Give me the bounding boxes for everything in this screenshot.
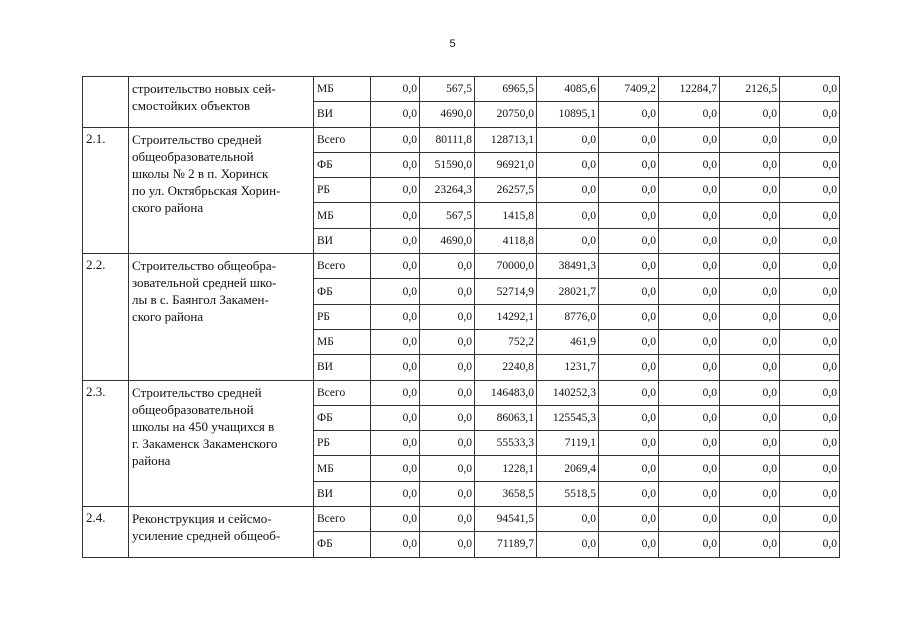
item-name-line: ского района xyxy=(132,199,204,215)
amount-cell: 4690,0 xyxy=(420,228,475,253)
amount-cell: 128713,1 xyxy=(475,127,537,152)
amount-cell: 0,0 xyxy=(720,405,780,430)
amount-cell: 0,0 xyxy=(371,431,420,456)
amount-cell: 0,0 xyxy=(780,329,840,354)
financing-table xyxy=(82,76,840,558)
amount-cell: 0,0 xyxy=(599,405,659,430)
funding-source: МБ xyxy=(314,329,371,354)
amount-cell: 0,0 xyxy=(659,254,720,279)
amount-cell: 0,0 xyxy=(371,329,420,354)
amount-cell: 0,0 xyxy=(780,532,840,557)
amount-cell: 0,0 xyxy=(371,254,420,279)
amount-cell: 0,0 xyxy=(720,532,780,557)
item-name-line: лы в с. Баянгол Закамен- xyxy=(132,292,269,308)
amount-cell: 0,0 xyxy=(659,532,720,557)
amount-cell: 0,0 xyxy=(371,228,420,253)
amount-cell: 0,0 xyxy=(537,178,599,203)
amount-cell: 0,0 xyxy=(720,507,780,532)
amount-cell: 0,0 xyxy=(371,304,420,329)
amount-cell: 6965,5 xyxy=(475,77,537,102)
amount-cell: 0,0 xyxy=(780,304,840,329)
amount-cell: 2126,5 xyxy=(720,77,780,102)
amount-cell: 0,0 xyxy=(599,532,659,557)
amount-cell: 3658,5 xyxy=(475,481,537,506)
amount-cell: 52714,9 xyxy=(475,279,537,304)
amount-cell: 7409,2 xyxy=(599,77,659,102)
funding-source: ВИ xyxy=(314,228,371,253)
amount-cell: 0,0 xyxy=(720,456,780,481)
funding-source: РБ xyxy=(314,304,371,329)
amount-cell: 0,0 xyxy=(659,127,720,152)
amount-cell: 2240,8 xyxy=(475,355,537,380)
amount-cell: 2069,4 xyxy=(537,456,599,481)
item-name xyxy=(129,77,314,128)
table-row xyxy=(83,507,840,532)
amount-cell: 0,0 xyxy=(599,329,659,354)
item-name-line: г. Закаменск Закаменского xyxy=(132,435,278,451)
item-index: 2.3. xyxy=(83,380,129,506)
amount-cell: 20750,0 xyxy=(475,102,537,127)
amount-cell: 0,0 xyxy=(720,380,780,405)
amount-cell: 14292,1 xyxy=(475,304,537,329)
amount-cell: 0,0 xyxy=(599,481,659,506)
amount-cell: 0,0 xyxy=(420,431,475,456)
item-name-line: школы № 2 в п. Хоринск xyxy=(132,165,269,181)
amount-cell: 0,0 xyxy=(780,431,840,456)
amount-cell: 4118,8 xyxy=(475,228,537,253)
amount-cell: 0,0 xyxy=(371,152,420,177)
funding-source: ФБ xyxy=(314,532,371,557)
amount-cell: 0,0 xyxy=(371,178,420,203)
amount-cell: 94541,5 xyxy=(475,507,537,532)
amount-cell: 23264,3 xyxy=(420,178,475,203)
amount-cell: 26257,5 xyxy=(475,178,537,203)
amount-cell: 0,0 xyxy=(420,304,475,329)
amount-cell: 0,0 xyxy=(720,152,780,177)
amount-cell: 0,0 xyxy=(780,279,840,304)
amount-cell: 140252,3 xyxy=(537,380,599,405)
amount-cell: 0,0 xyxy=(659,481,720,506)
amount-cell: 0,0 xyxy=(720,178,780,203)
amount-cell: 0,0 xyxy=(371,102,420,127)
funding-source: ВИ xyxy=(314,481,371,506)
amount-cell: 1231,7 xyxy=(537,355,599,380)
item-name xyxy=(129,127,314,253)
amount-cell: 0,0 xyxy=(371,456,420,481)
amount-cell: 0,0 xyxy=(599,228,659,253)
amount-cell: 0,0 xyxy=(720,279,780,304)
amount-cell: 0,0 xyxy=(371,203,420,228)
amount-cell: 0,0 xyxy=(720,127,780,152)
amount-cell: 0,0 xyxy=(537,203,599,228)
funding-source: ФБ xyxy=(314,279,371,304)
amount-cell: 55533,3 xyxy=(475,431,537,456)
amount-cell: 0,0 xyxy=(371,77,420,102)
amount-cell: 0,0 xyxy=(420,456,475,481)
amount-cell: 0,0 xyxy=(599,507,659,532)
table-row xyxy=(83,77,840,102)
amount-cell: 0,0 xyxy=(420,329,475,354)
amount-cell: 0,0 xyxy=(599,152,659,177)
amount-cell: 461,9 xyxy=(537,329,599,354)
amount-cell: 0,0 xyxy=(599,127,659,152)
item-name xyxy=(129,380,314,506)
amount-cell: 1415,8 xyxy=(475,203,537,228)
amount-cell: 0,0 xyxy=(720,228,780,253)
item-name-line: строительство новых сей- xyxy=(132,81,276,96)
funding-source: ВИ xyxy=(314,355,371,380)
amount-cell: 71189,7 xyxy=(475,532,537,557)
amount-cell: 0,0 xyxy=(659,279,720,304)
item-name-line: общеобразовательной xyxy=(132,148,254,164)
amount-cell: 0,0 xyxy=(659,329,720,354)
amount-cell: 0,0 xyxy=(537,507,599,532)
funding-source: МБ xyxy=(314,77,371,102)
amount-cell: 0,0 xyxy=(599,254,659,279)
amount-cell: 38491,3 xyxy=(537,254,599,279)
amount-cell: 5518,5 xyxy=(537,481,599,506)
amount-cell: 0,0 xyxy=(780,203,840,228)
amount-cell: 0,0 xyxy=(780,102,840,127)
amount-cell: 0,0 xyxy=(720,102,780,127)
amount-cell: 0,0 xyxy=(780,77,840,102)
amount-cell: 567,5 xyxy=(420,203,475,228)
item-name xyxy=(129,254,314,380)
amount-cell: 0,0 xyxy=(599,102,659,127)
amount-cell: 0,0 xyxy=(720,329,780,354)
amount-cell: 0,0 xyxy=(420,481,475,506)
funding-source: РБ xyxy=(314,178,371,203)
amount-cell: 0,0 xyxy=(599,203,659,228)
amount-cell: 0,0 xyxy=(371,507,420,532)
item-index: 2.4. xyxy=(83,507,129,558)
amount-cell: 0,0 xyxy=(420,279,475,304)
amount-cell: 0,0 xyxy=(659,456,720,481)
amount-cell: 7119,1 xyxy=(537,431,599,456)
amount-cell: 0,0 xyxy=(420,355,475,380)
table-row xyxy=(83,254,840,279)
amount-cell: 0,0 xyxy=(659,102,720,127)
amount-cell: 0,0 xyxy=(659,405,720,430)
item-index: 2.2. xyxy=(83,254,129,380)
amount-cell: 752,2 xyxy=(475,329,537,354)
amount-cell: 51590,0 xyxy=(420,152,475,177)
item-name-line: усиление средней общеоб- xyxy=(132,528,281,544)
item-name-line: Строительство средней xyxy=(132,131,262,147)
item-index xyxy=(83,77,129,128)
funding-source: МБ xyxy=(314,456,371,481)
amount-cell: 0,0 xyxy=(659,152,720,177)
amount-cell: 0,0 xyxy=(371,532,420,557)
funding-source: ВИ xyxy=(314,102,371,127)
amount-cell: 0,0 xyxy=(420,507,475,532)
amount-cell: 0,0 xyxy=(371,127,420,152)
amount-cell: 0,0 xyxy=(659,507,720,532)
amount-cell: 0,0 xyxy=(371,380,420,405)
item-name-line: Реконструкция и сейсмо- xyxy=(132,511,272,527)
page-number: 5 xyxy=(449,38,456,50)
amount-cell: 96921,0 xyxy=(475,152,537,177)
amount-cell: 0,0 xyxy=(720,203,780,228)
amount-cell: 0,0 xyxy=(780,507,840,532)
amount-cell: 0,0 xyxy=(659,178,720,203)
amount-cell: 0,0 xyxy=(720,481,780,506)
amount-cell: 0,0 xyxy=(371,481,420,506)
item-name-line: смостойких объектов xyxy=(132,98,251,113)
amount-cell: 0,0 xyxy=(780,481,840,506)
amount-cell: 0,0 xyxy=(720,304,780,329)
amount-cell: 8776,0 xyxy=(537,304,599,329)
amount-cell: 0,0 xyxy=(780,178,840,203)
item-name-line: Строительство общеобра- xyxy=(132,258,277,274)
funding-source: Всего xyxy=(314,380,371,405)
amount-cell: 0,0 xyxy=(659,203,720,228)
amount-cell: 4690,0 xyxy=(420,102,475,127)
amount-cell: 86063,1 xyxy=(475,405,537,430)
item-name-line: зовательной средней шко- xyxy=(132,275,277,291)
item-name-line: школы на 450 учащихся в xyxy=(132,418,275,434)
item-name-line: ского района xyxy=(132,309,204,325)
amount-cell: 0,0 xyxy=(371,279,420,304)
amount-cell: 0,0 xyxy=(780,405,840,430)
amount-cell: 0,0 xyxy=(780,380,840,405)
item-name-line: по ул. Октябрьская Хорин- xyxy=(132,182,281,198)
amount-cell: 0,0 xyxy=(780,355,840,380)
funding-source: РБ xyxy=(314,431,371,456)
amount-cell: 0,0 xyxy=(537,127,599,152)
amount-cell: 10895,1 xyxy=(537,102,599,127)
amount-cell: 0,0 xyxy=(420,254,475,279)
funding-source: ФБ xyxy=(314,152,371,177)
item-name-line: района xyxy=(132,452,171,468)
amount-cell: 0,0 xyxy=(720,355,780,380)
amount-cell: 0,0 xyxy=(371,405,420,430)
amount-cell: 1228,1 xyxy=(475,456,537,481)
amount-cell: 28021,7 xyxy=(537,279,599,304)
amount-cell: 0,0 xyxy=(780,152,840,177)
amount-cell: 0,0 xyxy=(780,228,840,253)
amount-cell: 125545,3 xyxy=(537,405,599,430)
funding-source: Всего xyxy=(314,127,371,152)
amount-cell: 12284,7 xyxy=(659,77,720,102)
item-name xyxy=(129,507,314,558)
amount-cell: 0,0 xyxy=(371,355,420,380)
amount-cell: 70000,0 xyxy=(475,254,537,279)
amount-cell: 0,0 xyxy=(780,127,840,152)
funding-source: Всего xyxy=(314,507,371,532)
amount-cell: 0,0 xyxy=(780,456,840,481)
amount-cell: 0,0 xyxy=(659,355,720,380)
item-name-line: общеобразовательной xyxy=(132,401,254,417)
amount-cell: 0,0 xyxy=(599,304,659,329)
amount-cell: 80111,8 xyxy=(420,127,475,152)
funding-source: Всего xyxy=(314,254,371,279)
amount-cell: 567,5 xyxy=(420,77,475,102)
funding-source: ФБ xyxy=(314,405,371,430)
amount-cell: 0,0 xyxy=(537,228,599,253)
amount-cell: 0,0 xyxy=(659,304,720,329)
amount-cell: 0,0 xyxy=(420,405,475,430)
amount-cell: 0,0 xyxy=(420,380,475,405)
amount-cell: 0,0 xyxy=(599,355,659,380)
amount-cell: 0,0 xyxy=(659,228,720,253)
amount-cell: 0,0 xyxy=(659,380,720,405)
funding-source: МБ xyxy=(314,203,371,228)
amount-cell: 0,0 xyxy=(599,380,659,405)
amount-cell: 0,0 xyxy=(659,431,720,456)
amount-cell: 0,0 xyxy=(599,431,659,456)
amount-cell: 146483,0 xyxy=(475,380,537,405)
item-name-line: Строительство средней xyxy=(132,384,262,400)
amount-cell: 0,0 xyxy=(537,152,599,177)
amount-cell: 0,0 xyxy=(599,456,659,481)
amount-cell: 0,0 xyxy=(420,532,475,557)
amount-cell: 0,0 xyxy=(599,178,659,203)
amount-cell: 4085,6 xyxy=(537,77,599,102)
amount-cell: 0,0 xyxy=(720,431,780,456)
amount-cell: 0,0 xyxy=(780,254,840,279)
amount-cell: 0,0 xyxy=(599,279,659,304)
amount-cell: 0,0 xyxy=(720,254,780,279)
table-row xyxy=(83,380,840,405)
item-index: 2.1. xyxy=(83,127,129,253)
amount-cell: 0,0 xyxy=(537,532,599,557)
table-row xyxy=(83,127,840,152)
